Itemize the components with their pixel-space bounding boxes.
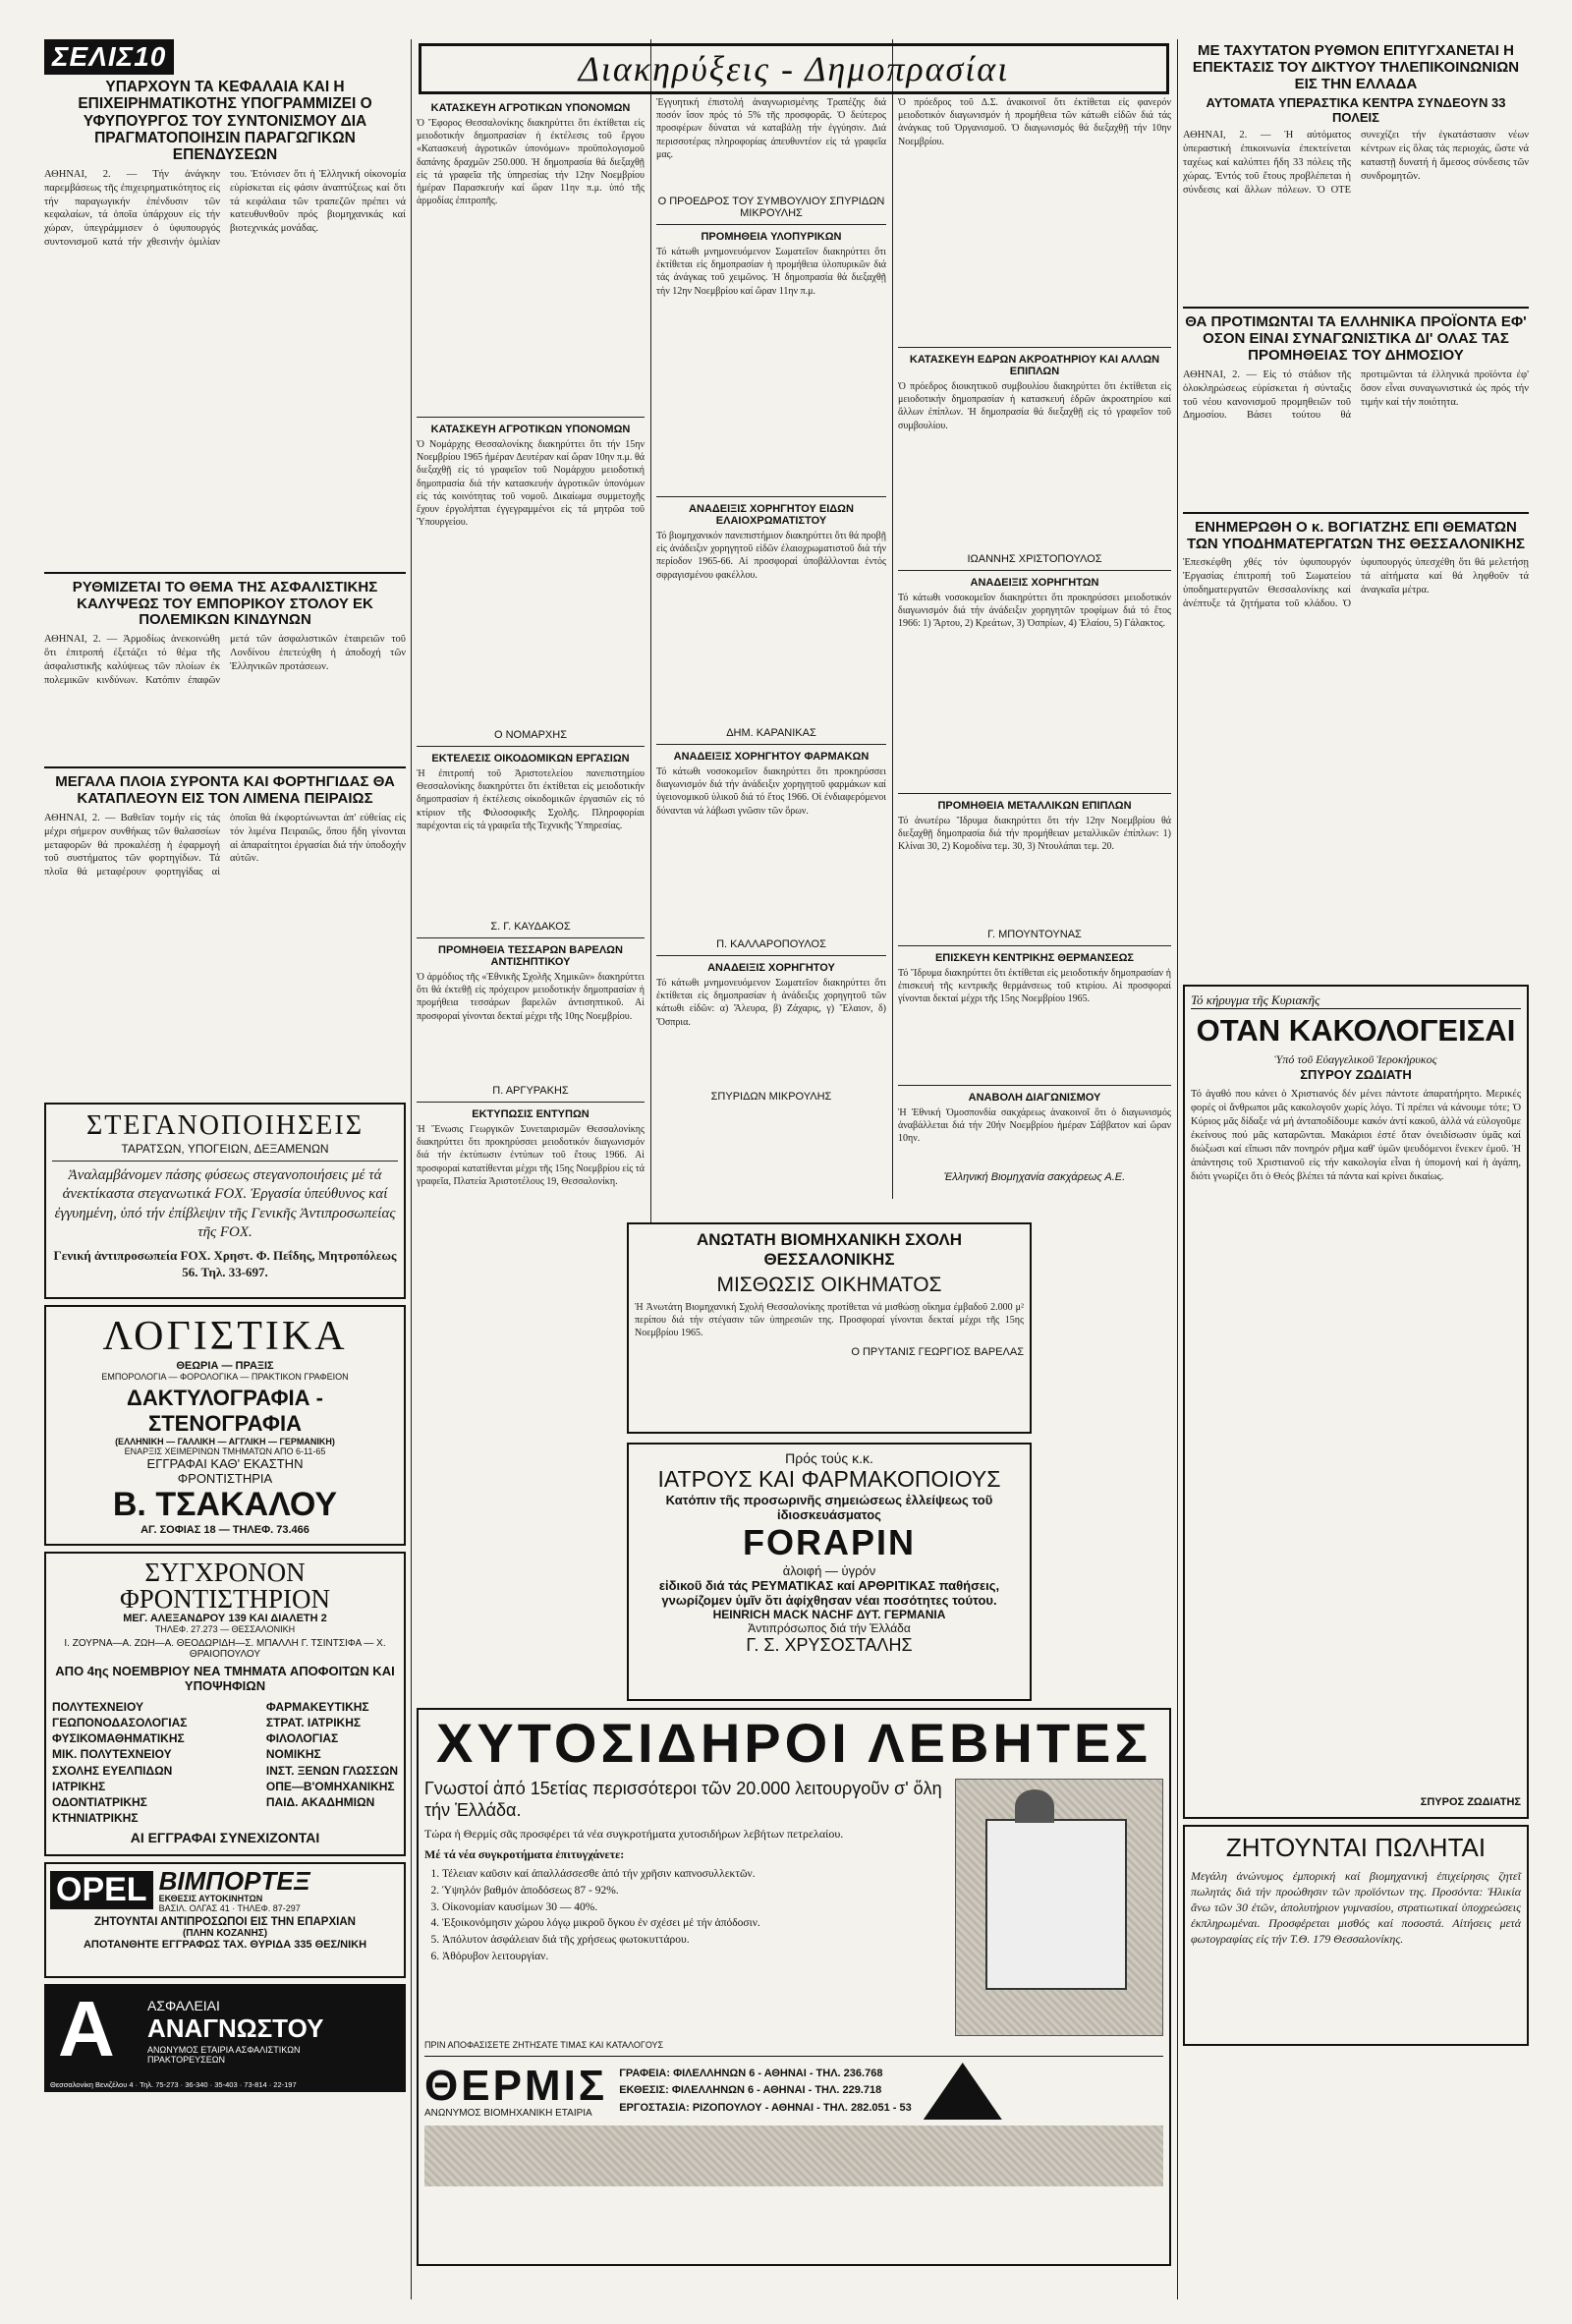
ad-tutoring-list-left	[52, 1699, 187, 1827]
notice-body: Ὁ ἀρμόδιος τῆς «Ἐθνικῆς Σχολῆς Χημικῶν» διακηρύττει ὅτι θά ἐκτεθῇ εἰς πρόχειρον μειοδοτικήν δημοπρασίαν ἡ προμήθεια τεσσάρων βαρελῶν ἀντισηπτικοῦ. Αἱ προσφοραί γίνονται δεκταί μέχρι τῆς 10ης Νοεμβρίου.	[417, 972, 645, 1022]
headline-investment: ΥΠΑΡΧΟΥΝ ΤΑ ΚΕΦΑΛΑΙΑ ΚΑΙ Η ΕΠΙΧΕΙΡΗΜΑΤΙΚΟΤΗΣ ΥΠΟΓΡΑΜΜΙΖΕΙ Ο ΥΦΥΠΟΥΡΓΟΣ ΤΟΥ ΣΥΝΤΟΝΙΣΜΟΥ ΔΙΑ ΠΡΑΓΜΑΤΟΠΟΙΗΣΙΝ ΠΑΡΑΓΩΓΙΚΩΝ ΕΠΕΝΔΥΣΕΩΝ	[78, 79, 372, 164]
ad-forapin-maker: HEINRICH MACK NACHF ΔΥΤ. ΓΕΡΜΑΝΙΑ	[712, 1608, 946, 1621]
notice-body: Τό κάτωθι νοσοκομεῖον διακηρύττει ὅτι προκηρύσσει διαγωνισμόν διά τήν ἀνάδειξιν χορηγητοῦ φαρμάκων καί ὑγειονομικοῦ ὑλικοῦ διά τό ἔτος 1966. Οἱ ἐνδιαφερόμενοι δύνανται νά λάβωσι γνῶσιν τῶν ὅρων.	[656, 766, 886, 817]
notice-body: Ἐγγυητική ἐπιστολή ἀναγνωρισμένης Τραπέζης διά ποσόν ἴσον πρός τό 5% τῆς προσφορᾶς. Ὁ δεύτερος προσφέρων δύναται νά καταβάλῃ τήν ἐγγύησιν. Διά περισσοτέρας πληροφορίας ἀπευθυντέον εἰς τά γραφεῖα μας.	[656, 97, 886, 160]
notice-signature: Π. ΚΑΛΛΑΡΟΠΟΥΛΟΣ	[716, 938, 826, 950]
ad-tutoring-teachers: Ι. ΖΟΥΡΝΑ—Α. ΖΩΗ—Α. ΘΕΟΔΩΡΙΔΗ—Σ. ΜΠΑΛΛΗ Γ. ΤΣΙΝΤΣΙΦΑ — Χ. ΘΡΑΙΟΠΟΥΛΟΥ	[64, 1637, 386, 1660]
thermis-points-item: 4. Ἐξοικονόμησιν χώρου λόγῳ μικροῦ ὄγκου ἐν σχέσει μέ τήν ἀπόδοσιν.	[442, 1915, 945, 1932]
ad-opel-line: ΖΗΤΟΥΝΤΑΙ ΑΝΤΙΠΡΟΣΩΠΟΙ ΕΙΣ ΤΗΝ ΕΠΑΡΧΙΑΝ	[94, 1915, 356, 1928]
ad-forapin-name: Γ. Σ. ΧΡΥΣΟΣΤΑΛΗΣ	[746, 1635, 913, 1655]
boiler-image	[955, 1779, 1163, 2036]
ad3-left-item: ΣΧΟΛΗΣ ΕΥΕΛΠΙΔΩΝ	[52, 1763, 173, 1778]
ad-tutoring-date: ΑΠΟ 4ης ΝΟΕΜΒΡΙΟΥ ΝΕΑ ΤΜΗΜΑΤΑ ΑΠΟΦΟΙΤΩΝ ΚΑΙ ΥΠΟΨΗΦΙΩΝ	[55, 1663, 395, 1693]
thermis-points-item: 3. Οἰκονομίαν καυσίμων 30 — 40%.	[442, 1899, 945, 1916]
article-telecom: ΑΘΗΝΑΙ, 2. — Ἡ αὐτόματος ὑπεραστική ἐπικοινωνία ἐπεκτείνεται ταχέως καί καλύπτει ἤδη 33 πόλεις τῆς χώρας. Ἐντός τοῦ ἔτους προβλέπεται ἡ σύνδεσις καί ἄλλων πόλεων. Ὁ ΟΤΕ συνεχίζει τήν ἐγκατάστασιν νέων κέντρων εἰς ὅλας τάς περιοχάς, ὥστε νά καταστῇ δυνατή ἡ ἄμεσος σύνδεσις τῶν συνδρομητῶν.	[1183, 130, 1529, 196]
notice-signature: ΔΗΜ. ΚΑΡΑΝΙΚΑΣ	[726, 727, 816, 739]
notice-title: ΑΝΑΔΕΙΞΙΣ ΧΟΡΗΓΗΤΟΥ ΦΑΡΜΑΚΩΝ	[673, 751, 870, 763]
ad-accounting-line: ΕΝΑΡΞΙΣ ΧΕΙΜΕΡΙΝΩΝ ΤΜΗΜΑΤΩΝ ΑΠΟ 6-11-65	[124, 1445, 326, 1456]
ad-thermis-boilers	[417, 1708, 1171, 2266]
sermon-byline: Ὑπό τοῦ Εὐαγγελικοῦ Ἱεροκήρυκος	[1274, 1052, 1437, 1067]
ad3-right-item: ΣΤΡΑΤ. ΙΑΤΡΙΚΗΣ	[265, 1715, 362, 1729]
ad-tutoring-list-right	[266, 1699, 398, 1827]
column-rule	[892, 39, 893, 1199]
ad-thermis-address: ΕΚΘΕΣΙΣ: ΦΙΛΕΛΛΗΝΩΝ 6 - ΑΘΗΝΑΙ - ΤΗΛ. 229.718	[619, 2084, 882, 2097]
ad-school-subtitle: ΜΙΣΘΩΣΙΣ ΟΙΚΗΜΑΤΟΣ	[716, 1274, 942, 1296]
sermon-signature: ΣΠΥΡΟΣ ΖΩΔΙΑΤΗΣ	[1420, 1796, 1521, 1809]
notice-body: Τό κάτωθι μνημονευόμενον Σωματεῖον διακηρύττει ὅτι ἐκτίθεται εἰς δημοπρασίαν ἡ ἀνάδειξις χορηγητοῦ τῶν κάτωθι εἰδῶν: α) Ἄλευρα, β) Ζάχαρις, γ) Ἔλαιον, δ) Ὄσπρια.	[656, 978, 886, 1028]
notice-title: ΠΡΟΜΗΘΕΙΑ ΜΕΤΑΛΛΙΚΩΝ ΕΠΙΠΛΩΝ	[937, 800, 1132, 812]
notice-body: Ὁ Νομάρχης Θεσσαλονίκης διακηρύττει ὅτι τήν 15ην Νοεμβρίου 1965 ἡμέραν Δευτέραν καί ὥραν 10ην π.μ. θά διεξαχθῇ εἰς τό γραφεῖον τοῦ Νομάρχου μειοδοτική δημοπρασία διά τήν κατασκευήν ἀγροτικῶν ὑπονόμων εἰς τάς κοινότητας τοῦ νομοῦ. Δικαίωμα συμμετοχῆς ἔχουν ἐργολήπται ἐγγεγραμμένοι εἰς τά μητρῶα τοῦ Ὑπουργείου.	[417, 439, 645, 529]
ad-typing-title: ΔΑΚΤΥΛΟΓΡΑΦΙΑ - ΣΤΕΝΟΓΡΑΦΙΑ	[127, 1385, 323, 1436]
headline-shoemakers: ΕΝΗΜΕΡΩΘΗ Ο κ. ΒΟΓΙΑΤΖΗΣ ΕΠΙ ΘΕΜΑΤΩΝ ΤΩΝ ΥΠΟΔΗΜΑΤΕΡΓΑΤΩΝ ΤΗΣ ΘΕΣΣΑΛΟΝΙΚΗΣ	[1186, 518, 1526, 552]
notice-title: ΑΝΑΔΕΙΞΙΣ ΧΟΡΗΓΗΤΟΥ ΕΙΔΩΝ ΕΛΑΙΟΧΡΩΜΑΤΙΣΤΟΥ	[689, 503, 854, 527]
ad-thermis-address: ΓΡΑΦΕΙΑ: ΦΙΛΕΛΛΗΝΩΝ 6 - ΑΘΗΝΑΙ - ΤΗΛ. 236.768	[619, 2067, 883, 2079]
ad3-right-item: ΟΠΕ—Β'ΟΜΗΧΑΝΙΚΗΣ	[265, 1779, 395, 1793]
ad3-left-item: ΚΤΗΝΙΑΤΡΙΚΗΣ	[52, 1811, 139, 1826]
ad-forapin-title: ΙΑΤΡΟΥΣ ΚΑΙ ΦΑΡΜΑΚΟΠΟΙΟΥΣ	[657, 1466, 1001, 1492]
masthead-label: ΣΕΛΙΣ10	[44, 39, 174, 75]
ad-opel-dealer: ΒΙΜΠΟΡΤΕΞ	[158, 1865, 310, 1896]
ad-insurance-sub: ΑΝΩΝΥΜΟΣ ΕΤΑΙΡΙΑ ΑΣΦΑΛΙΣΤΙΚΩΝ ΠΡΑΚΤΟΡΕΥΣΕΩΝ	[147, 2044, 301, 2065]
notice-signature: Π. ΑΡΓΥΡΑΚΗΣ	[492, 1085, 569, 1097]
sermon-box	[1183, 985, 1529, 1819]
thermis-points-item: 1. Τέλειαν καῦσιν καί ἀπαλλάσσεσθε ἀπό τήν χρῆσιν καπνοσυλλεκτῶν.	[442, 1866, 945, 1883]
ad-salesmen-title: ΖΗΤΟΥΝΤΑΙ ΠΩΛΗΤΑΙ	[1225, 1833, 1487, 1863]
headline-insurance: ΡΥΘΜΙΖΕΤΑΙ ΤΟ ΘΕΜΑ ΤΗΣ ΑΣΦΑΛΙΣΤΙΚΗΣ ΚΑΛΥΨΕΩΣ ΤΟΥ ΕΜΠΟΡΙΚΟΥ ΣΤΟΛΟΥ ΕΚ ΠΟΛΕΜΙΚΩΝ ΚΙΝΔΥΝΩΝ	[72, 578, 378, 629]
ad3-left-item: ΙΑΤΡΙΚΗΣ	[52, 1779, 106, 1793]
ad-opel-line: (ΠΛΗΝ ΚΟΖΑΝΗΣ)	[182, 1927, 268, 1939]
ad-thermis-brand: ΘΕΡΜΙΣ	[424, 2061, 608, 2110]
notice-title: ΕΚΤΕΛΕΣΙΣ ΟΙΚΟΔΟΜΙΚΩΝ ΕΡΓΑΣΙΩΝ	[431, 753, 630, 765]
notice-signature: Ο ΠΡΟΕΔΡΟΣ ΤΟΥ ΣΥΜΒΟΥΛΙΟΥ ΣΠΥΡΙΔΩΝ ΜΙΚΡΟΥΛΗΣ	[657, 196, 885, 219]
ad-waterproofing-title: ΣΤΕΓΑΝΟΠΟΙΗΣΕΙΣ	[85, 1109, 365, 1141]
column-rule	[650, 39, 651, 1297]
ad-forapin-to: Πρός τούς κ.κ.	[785, 1450, 873, 1466]
ad-insurance-title: ΑΣΦΑΛΕΙΑΙ	[147, 1997, 220, 2013]
ad3-left-item: ΓΕΩΠΟΝΟΔΑΣΟΛΟΓΙΑΣ	[52, 1715, 188, 1729]
column-right	[1183, 39, 1529, 2299]
notice-title: ΕΚΤΥΠΩΣΙΣ ΕΝΤΥΠΩΝ	[472, 1108, 590, 1120]
notice-body: Ἡ ἐπιτροπή τοῦ Ἀριστοτελείου πανεπιστημίου Θεσσαλονίκης διακηρύττει ὅτι ἐκτίθεται εἰς μειοδοτικήν δημοπρασίαν ἡ ἐκτέλεσις οἰκοδομικῶν ἐργασιῶν εἰς τό κτίριον τῆς Φιλοσοφικῆς Σχολῆς. Πληροφορίαι παρέχονται εἰς τά γραφεῖα τῆς Τεχνικῆς Ὑπηρεσίας.	[417, 768, 645, 831]
ad3-right-item: ΝΟΜΙΚΗΣ	[265, 1747, 321, 1762]
ad-accounting-line: ΕΓΓΡΑΦΑΙ ΚΑΘ' ΕΚΑΣΤΗΝ	[146, 1455, 304, 1471]
notice-signature: ΙΩΑΝΝΗΣ ΧΡΙΣΤΟΠΟΥΛΟΣ	[967, 553, 1102, 565]
notice-title: ΚΑΤΑΣΚΕΥΗ ΑΓΡΟΤΙΚΩΝ ΥΠΟΝΟΜΩΝ	[430, 102, 631, 114]
notice-body: Τό Ἵδρυμα διακηρύττει ὅτι ἐκτίθεται εἰς μειοδοτικήν δημοπρασίαν ἡ ἐπισκευή τῆς κεντρικῆς θερμάνσεως τοῦ κτιρίου. Αἱ προσφοραί γίνονται δεκταί μέχρι τῆς 15ης Νοεμβρίου 1965.	[898, 968, 1171, 1005]
ad-tutoring-address: ΜΕΓ. ΑΛΕΞΑΝΔΡΟΥ 139 ΚΑΙ ΔΙΑΛΕΤΗ 2	[123, 1612, 327, 1624]
ad-accounting-line: (ΕΛΛΗΝΙΚΗ — ΓΑΛΛΙΚΗ — ΑΓΓΛΙΚΗ — ΓΕΡΜΑΝΙΚΗ)	[115, 1436, 335, 1446]
ad-accounting-title: ΛΟΓΙΣΤΙΚΑ	[102, 1313, 348, 1359]
sermon-label: Τό κήρυγμα τῆς Κυριακῆς	[1191, 992, 1521, 1009]
sermon-author: ΣΠΥΡΟΥ ΖΩΔΙΑΤΗ	[1300, 1067, 1412, 1083]
ad-thermis-company: ΑΝΩΝΥΜΟΣ ΒΙΟΜΗΧΑΝΙΚΗ ΕΤΑΙΡΙΑ	[424, 2107, 592, 2119]
article-ships: ΑΘΗΝΑΙ, 2. — Βαθεῖαν τομήν εἰς τάς μέχρι σήμερον συνθήκας τῶν θαλασσίων μεταφορῶν θά προκαλέσῃ ἡ ἐφαρμογή τοῦ συστήματος τῶν φορτηγίδων. Τά πλοῖα θά μεταφέρουν φορτηγίδας αἱ ὁποῖαι θά ἐκφορτώνωνται ἀπ' εὐθείας εἰς τόν λιμένα Πειραιῶς, ὅπου ἤδη γίνονται αἱ ἀπαραίτητοι ἐργασίαι διά τήν ὑποδοχήν αὐτῶν.	[44, 812, 406, 879]
ad-opel-logo: OPEL	[50, 1871, 153, 1909]
column-notices-3	[898, 96, 1171, 1256]
ad-tutoring-footer: ΑΙ ΕΓΓΡΑΦΑΙ ΣΥΝΕΧΙΖΟΝΤΑΙ	[130, 1830, 320, 1846]
notice-body: Τό ἀνωτέρω Ἵδρυμα διακηρύττει ὅτι τήν 12ην Νοεμβρίου θά διεξαχθῇ δημοπρασία διά τήν προμήθειαν μεταλλικῶν ἐπίπλων: 1) Κλίναι 30, 2) Κομοδίνα τεμ. 30, 3) Ντουλάπαι τεμ. 20.	[898, 816, 1171, 853]
ad-forapin-brand: FORAPIN	[743, 1522, 916, 1562]
thermis-points-item: 6. Ἀθόρυβον λειτουργίαν.	[442, 1949, 945, 1965]
ad-school-signature: Ο ΠΡΥΤΑΝΙΣ ΓΕΩΡΓΙΟΣ ΒΑΡΕΛΑΣ	[851, 1345, 1024, 1358]
article-shoemakers: Ἐπεσκέφθη χθές τόν ὑφυπουργόν Ἐργασίας ἐπιτροπή τοῦ Σωματείου ὑποδηματεργατῶν Θεσσαλονίκης καί ἀνέπτυξε τά ζητήματα τοῦ κλάδου. Ὁ ὑφυπουργός ὑπεσχέθη ὅτι θά μελετήσῃ τά αἰτήματα καί θά ληφθοῦν τά ἀναγκαῖα μέτρα.	[1183, 557, 1529, 610]
ad-industrial-school	[627, 1222, 1032, 1434]
notice-body: Τό βιομηχανικόν πανεπιστήμιον διακηρύττει ὅτι θά προβῇ εἰς ἀνάδειξιν χορηγητοῦ εἰδῶν ἐλαιοχρωματιστοῦ διά τήν περίοδον 1965-66. Αἱ προσφοραί ὑποβάλλονται ἐντός σφραγισμένου φακέλλου.	[656, 531, 886, 581]
column-rule	[1177, 39, 1178, 2299]
ad-school-body: Ἡ Ἀνωτάτη Βιομηχανική Σχολή Θεσσαλονίκης προτίθεται νά μισθώσῃ οἴκημα ἐμβαδοῦ 2.000 μ² περίπου διά τήν στέγασιν τῶν ὑπηρεσιῶν της. Προσφοραί γίνονται δεκταί μέχρι τῆς 15ης Νοεμβρίου 1965.	[635, 1302, 1024, 1339]
ad-salesmen-body: Μεγάλη ἀνώνυμος ἐμπορική καί βιομηχανική ἐπιχείρησις ζητεῖ πωλητάς διά τήν προώθησιν τῶν προϊόντων της. Προσόντα: Ἡλικία ἄνω τῶν 30 ἐτῶν, ἀπολυτήριον γυμνασίου, στρατιωτικαί ὑποχρεώσεις ἐκπληρωμέναι. Προσφέρεται μισθός καί ποσοστά. Αἰτήσεις μετά φωτογραφίας εἰς τήν Τ.Θ. 179 Θεσσαλονίκης.	[1191, 1869, 1521, 1946]
column-notices-2	[656, 96, 886, 1256]
ad-salesmen-wanted	[1183, 1825, 1529, 2046]
ad3-right-item: ΙΝΣΤ. ΞΕΝΩΝ ΓΛΩΣΣΩΝ	[265, 1763, 398, 1778]
ad-opel	[44, 1862, 406, 1978]
headline-ships: ΜΕΓΑΛΑ ΠΛΟΙΑ ΣΥΡΟΝΤΑ ΚΑΙ ΦΟΡΤΗΓΙΔΑΣ ΘΑ ΚΑΤΑΠΛΕΟΥΝ ΕΙΣ ΤΟΝ ΛΙΜΕΝΑ ΠΕΙΡΑΙΩΣ	[55, 773, 395, 807]
ad-accounting-line: ΕΜΠΟΡΟΛΟΓΙΑ — ΦΟΡΟΛΟΓΙΚΑ — ΠΡΑΚΤΙΚΟΝ ΓΡΑΦΕΙΟΝ	[101, 1371, 349, 1382]
ad-thermis-line: Γνωστοί ἀπό 15ετίας περισσότεροι τῶν 20.000 λειτουργοῦν σ' ὅλη τήν Ἑλλάδα.	[424, 1779, 942, 1820]
notice-title: ΠΡΟΜΗΘΕΙΑ ΥΛΟΠΥΡΙΚΩΝ	[701, 231, 842, 243]
ad-tutoring-title: ΣΥΓΧΡΟΝΟΝ ΦΡΟΝΤΙΣΤΗΡΙΟΝ	[120, 1557, 330, 1614]
ad-accounting-line: ΦΡΟΝΤΙΣΤΗΡΙΑ	[177, 1470, 273, 1486]
article-insurance: ΑΘΗΝΑΙ, 2. — Ἀρμοδίως ἀνεκοινώθη ὅτι ἐπιτροπή ἐξετάζει τό θέμα τῆς ἀσφαλιστικῆς καλύψεως τῶν πλοίων ἐκ πολεμικῶν κινδύνων. Κατόπιν ἐπαφῶν μετά τῶν ἀσφαλιστικῶν ἑταιρειῶν τοῦ Λονδίνου ἐπετεύχθη ἡ ἀποδοχή τῶν Ἑλληνικῶν προτάσεων.	[44, 634, 406, 686]
ad3-right-item: ΦΑΡΜΑΚΕΥΤΙΚΗΣ	[265, 1699, 369, 1714]
ad-accounting-address: ΑΓ. ΣΟΦΙΑΣ 18 — ΤΗΛΕΦ. 73.466	[140, 1523, 309, 1536]
sermon-title: ΟΤΑΝ ΚΑΚΟΛΟΓΕΙΣΑΙ	[1196, 1013, 1516, 1049]
ad-school-title: ΑΝΩΤΑΤΗ ΒΙΟΜΗΧΑΝΙΚΗ ΣΧΟΛΗ ΘΕΣΣΑΛΟΝΙΚΗΣ	[696, 1230, 963, 1269]
ad-opel-sub: ΕΚΘΕΣΙΣ ΑΥΤΟΚΙΝΗΤΩΝ	[158, 1893, 263, 1903]
column-left	[44, 39, 406, 2299]
ad-forapin-line: εἰδικοῦ διά τάς ΡΕΥΜΑΤΙΚΑΣ καί ΑΡΘΡΙΤΙΚΑΣ παθήσεις, γνωρίζομεν ὑμῖν ὅτι ἀφίχθησαν νέαι ποσότητες τούτου.	[658, 1578, 1000, 1608]
ad3-right-item: ΦΙΛΟΛΟΓΙΑΣ	[265, 1731, 339, 1746]
ad3-right-item: ΠΑΙΔ. ΑΚΑΔΗΜΙΩΝ	[265, 1794, 375, 1809]
ad-waterproofing-body: Ἀναλαμβάνομεν πάσης φύσεως στεγανοποιήσεις μέ τά ἀνεκτίκαστα στεγανωτικά FOX. Ἐργασία ὑπεύθυνος καί ἐγγυημένη, ὑπό τήν ἐπίβλεψιν τῆς Γενικῆς Ἀντιπροσωπείας τῆς FOX.	[54, 1166, 396, 1241]
ad-forapin	[627, 1443, 1032, 1701]
thermis-points-item: 2. Ὑψηλόν βαθμόν ἀποδόσεως 87 - 92%.	[442, 1883, 945, 1899]
notice-body: Ὁ πρόεδρος τοῦ Δ.Σ. ἀνακοινοῖ ὅτι ἐκτίθεται εἰς φανερόν μειοδοτικόν διαγωνισμόν ἡ προμήθεια τῶν κάτωθι εἰδῶν διά τάς ἀνάγκας τοῦ Ὀργανισμοῦ. Ὁ διαγωνισμός θά διεξαχθῇ τήν 10ην Νοεμβρίου.	[898, 97, 1171, 147]
ad-opel-line: ΑΠΟΤΑΝΘΗΤΕ ΕΓΓΡΑΦΩΣ ΤΑΧ. ΘΥΡΙΔΑ 335 ΘΕΣ/ΝΙΚΗ	[83, 1938, 367, 1951]
notice-title: ΑΝΑΔΕΙΞΙΣ ΧΟΡΗΓΗΤΟΥ	[707, 962, 835, 974]
sermon-body: Τό ἀγαθό που κάνει ὁ Χριστιανός δέν μένει πάντοτε ἀπαρατήρητο. Μερικές φορές οἱ ἄνθρωποι μᾶς κακολογοῦν χωρίς λόγο. Τί πρέπει νά κάνουμε τότε; Ὁ Κύριος μᾶς δίδαξε νά μή ἀνταποδίδουμε κακόν ἀντί κακοῦ, ἀλλά νά εὐλογοῦμε ἐκείνους πού μᾶς καταρῶνται. Μακάριοι ἐστέ ὅταν ὀνειδίσωσιν ὑμᾶς καί διώξωσι καί εἴπωσι πᾶν πονηρόν ρῆμα καθ' ὑμῶν ψευδόμενοι ἕνεκεν ἐμοῦ. Ἡ ἀπάντησις τοῦ Χριστιανοῦ εἰς τήν κακολογία εἶναι ἡ ὑπομονή καί ἡ ἀγάπη, διότι γνωρίζει ὅτι ὁ Θεός βλέπει τά πάντα καί κρίνει δικαίως.	[1191, 1089, 1521, 1182]
headline-greek-products: ΘΑ ΠΡΟΤΙΜΩΝΤΑΙ ΤΑ ΕΛΛΗΝΙΚΑ ΠΡΟΪΟΝΤΑ ΕΦ' ΟΣΟΝ ΕΙΝΑΙ ΣΥΝΑΓΩΝΙΣΤΙΚΑ ΔΙ' ΟΛΑΣ ΤΑΣ ΠΡΟΜΗΘΕΙΑΣ ΤΟΥ ΔΗΜΟΣΙΟΥ	[1185, 313, 1527, 365]
notice-body: Ὁ πρόεδρος διοικητικοῦ συμβουλίου διακηρύττει ὅτι ἐκτίθεται εἰς μειοδοτικήν δημοπρασίαν ἡ κατασκευή ἑδρῶν ἀκροατηρίου καί ἄλλων ἐπίπλων. Ἡ δημοπρασία θά διεξαχθῇ εἰς τό γραφεῖον τοῦ συμβουλίου.	[898, 381, 1171, 431]
factory-image	[424, 2126, 1163, 2186]
banner-auctions	[419, 43, 1169, 94]
ad-forapin-line: Κατόπιν τῆς προσωρινῆς σημειώσεως ἐλλείψεως τοῦ ἰδιοσκευάσματος	[665, 1493, 993, 1522]
notice-signature: Γ. ΜΠΟΥΝΤΟΥΝΑΣ	[987, 929, 1082, 940]
notice-body: Τό κάτωθι μνημονευόμενον Σωματεῖον διακηρύττει ὅτι ἐκτίθεται εἰς δημοπρασίαν ἡ προμήθεια ὑλοπυρικῶν διά τάς ἀνάγκας τοῦ χειμῶνος. Ἡ δημοπρασία θά διεξαχθῇ τήν 12ην Νοεμβρίου καί ὥραν 11ην π.μ.	[656, 247, 886, 297]
ad-forapin-rep: Ἀντιπρόσωπος διά τήν Ἑλλάδα	[748, 1621, 911, 1635]
notice-title: ΕΠΙΣΚΕΥΗ ΚΕΝΤΡΙΚΗΣ ΘΕΡΜΑΝΣΕΩΣ	[934, 952, 1135, 964]
notice-body: Ἡ Ἕνωσις Γεωργικῶν Συνεταιρισμῶν Θεσσαλονίκης διακηρύττει ὅτι προκηρύσσει μειοδοτικόν διαγωνισμόν διά τήν ἐκτύπωσιν ἐντύπων τοῦ ἔτους 1966. Αἱ προσφοραί κατατίθενται μέχρι τῆς 15ης Νοεμβρίου εἰς τά γραφεῖα, Πλατεία Ἀριστοτέλους 19, Θεσσαλονίκη.	[417, 1124, 645, 1187]
ad-forapin-line: ἀλοιφή — ὑγρόν	[782, 1563, 876, 1578]
ad-tutoring-school	[44, 1552, 406, 1856]
ad-accounting	[44, 1305, 406, 1546]
notice-title: ΑΝΑΔΕΙΞΙΣ ΧΟΡΗΓΗΤΩΝ	[970, 577, 1099, 589]
column-rule	[411, 39, 412, 2299]
ad-insurance-name: ΑΝΑΓΝΩΣΤΟΥ	[147, 2012, 324, 2043]
ad-thermis-title: ΧΥΤΟΣΙΔΗΡΟΙ ΛΕΒΗΤΕΣ	[435, 1712, 1151, 1774]
ad-thermis-line: Μέ τά νέα συγκροτήματα ἐπιτυγχάνετε:	[424, 1847, 625, 1862]
headline-telecom: ΜΕ ΤΑΧΥΤΑΤΟΝ ΡΥΘΜΟΝ ΕΠΙΤΥΓΧΑΝΕΤΑΙ Η ΕΠΕΚΤΑΣΙΣ ΤΟΥ ΔΙΚΤΥΟΥ ΤΗΛΕΠΙΚΟΙΝΩΝΙΩΝ ΕΙΣ ΤΗΝ ΕΛΛΑΔΑ	[1192, 42, 1520, 92]
ad-tutoring-phone: ΤΗΛΕΦ. 27.273 — ΘΕΣΣΑΛΟΝΙΚΗ	[154, 1623, 296, 1634]
ad3-left-item: ΦΥΣΙΚΟΜΑΘΗΜΑΤΙΚΗΣ	[52, 1731, 185, 1746]
ad-accounting-name: Β. ΤΣΑΚΑΛΟΥ	[112, 1485, 338, 1523]
masthead	[44, 39, 406, 75]
subheadline-telecom: ΑΥΤΟΜΑΤΑ ΥΠΕΡΑΣΤΙΚΑ ΚΕΝΤΡΑ ΣΥΝΔΕΟΥΝ 33 ΠΟΛΕΙΣ	[1206, 95, 1506, 125]
ad-thermis-address: ΕΡΓΟΣΤΑΣΙΑ: ΡΙΖΟΠΟΥΛΟΥ - ΑΘΗΝΑΙ - ΤΗΛ. 282.051 - 53	[619, 2101, 912, 2114]
ad-thermis-points	[424, 1866, 945, 1964]
thermis-points-item: 5. Ἀπόλυτον ἀσφάλειαν διά τῆς χρήσεως φωτοκυττάρου.	[442, 1932, 945, 1949]
notice-title: ΠΡΟΜΗΘΕΙΑ ΤΕΣΣΑΡΩΝ ΒΑΡΕΛΩΝ ΑΝΤΙΣΗΠΤΙΚΟΥ	[438, 944, 623, 968]
thermis-logo-icon	[924, 2063, 1002, 2120]
notice-body: Τό κάτωθι νοσοκομεῖον διακηρύττει ὅτι προκηρύσσει μειοδοτικόν διαγωνισμόν διά τήν ἀνάδειξιν χορηγητῶν τροφίμων διά τό ἔτος 1966: 1) Ἄρτου, 2) Κρεάτων, 3) Ὀσπρίων, 4) Ἐλαίου, 5) Γάλακτος.	[898, 593, 1171, 630]
ad-waterproofing-subtitle: ΤΑΡΑΤΣΩΝ, ΥΠΟΓΕΙΩΝ, ΔΕΞΑΜΕΝΩΝ	[121, 1141, 329, 1156]
ad-waterproofing-contact: Γενική ἀντιπροσωπεία FOX. Χρηστ. Φ. Πεΐδης, Μητροπόλεως 56. Τηλ. 33-697.	[53, 1247, 397, 1279]
notice-signature: Ο ΝΟΜΑΡΧΗΣ	[493, 729, 568, 741]
ad-accounting-line: ΘΕΩΡΙΑ — ΠΡΑΞΙΣ	[176, 1359, 274, 1372]
article-greek-products: ΑΘΗΝΑΙ, 2. — Εἰς τό στάδιον τῆς ὁλοκληρώσεως εὑρίσκεται ἡ σύνταξις τοῦ νέου κανονισμοῦ προμηθειῶν τοῦ Δημοσίου. Βάσει τούτου θά προτιμῶνται τά ἑλληνικά προϊόντα ἐφ' ὅσον εἶναι συναγωνιστικά ὡς πρός τήν τιμήν καί τήν ποιότητα.	[1183, 368, 1529, 422]
article-investment: ΑΘΗΝΑΙ, 2. — Τήν ἀνάγκην παρεμβάσεως τῆς ἐπιχειρηματικότητος εἰς τήν παραγωγικήν ἐπένδυσιν τῶν κεφαλαίων, τά ὁποῖα ὑπάρχουν εἰς τήν χώραν, ὑπεγράμμισεν ὁ ὑφυπουργός συντονισμοῦ κατά τήν χθεσινήν ὁμιλίαν του. Ἐτόνισεν ὅτι ἡ Ἑλληνική οἰκονομία εὑρίσκεται εἰς φάσιν ἀναπτύξεως καί ὅτι τά κεφάλαια τῶν τραπεζῶν πρέπει νά κατευθυνθοῦν πρός βιομηχανικάς καί βιοτεχνικάς μονάδας.	[44, 168, 406, 249]
column-notices-1	[417, 96, 645, 1305]
notice-signature: Ἑλληνική Βιομηχανία σακχάρεως Α.Ε.	[943, 1171, 1126, 1183]
ad-thermis-line: Τώρα ἡ Θερμίς σᾶς προσφέρει τά νέα συγκροτήματα χυτοσιδήρων λεβήτων πετρελαίου.	[424, 1827, 844, 1842]
notice-body: Ὁ Ἔφορος Θεσσαλονίκης διακηρύττει ὅτι ἐκτίθεται εἰς μειοδοτικήν δημοπρασίαν ἡ ἐκτέλεσις τοῦ ἔργου «Κατασκευή ἀγροτικῶν ὑπονόμων» προϋπολογισμοῦ δαπάνης δραχμῶν 250.000. Ἡ δημοπρασία θά διεξαχθῇ εἰς τά γραφεῖα τῆς ὑπηρεσίας τήν 12ην Νοεμβρίου ἡμέραν Παρασκευήν καί ὥραν 11ην π.μ. ὑπό τῆς ἁρμοδίας ἐπιτροπῆς.	[417, 118, 645, 207]
notice-title: ΚΑΤΑΣΚΕΥΗ ΕΔΡΩΝ ΑΚΡΟΑΤΗΡΙΟΥ ΚΑΙ ΑΛΛΩΝ ΕΠΙΠΛΩΝ	[909, 354, 1160, 377]
banner-title: Διακηρύξεις - Δημοπρασίαι	[419, 43, 1169, 94]
notice-signature: ΣΠΥΡΙΔΩΝ ΜΙΚΡΟΥΛΗΣ	[710, 1091, 832, 1103]
ad3-left-item: ΜΙΚ. ΠΟΛΥΤΕΧΝΕΙΟΥ	[52, 1747, 172, 1762]
notice-signature: Σ. Γ. ΚΑΥΔΑΚΟΣ	[490, 921, 571, 933]
ad-insurance-address: Θεσσαλονίκη Βενιζέλου 4 · Τηλ. 75-273 · 36-340 · 35-403 · 73-814 · 22-197	[50, 2079, 297, 2089]
notice-body: Ἡ Ἐθνική Ὁμοσπονδία σακχάρεως ἀνακοινοῖ ὅτι ὁ διαγωνισμός ἀναβάλλεται διά τήν 20ήν Νοεμβρίου ἡμέραν Σάββατον καί ὥραν 10ην.	[898, 1107, 1171, 1145]
ad-thermis-note: ΠΡΙΝ ΑΠΟΦΑΣΙΣΕΤΕ ΖΗΤΗΣΑΤΕ ΤΙΜΑΣ ΚΑΙ ΚΑΤΑΛΟΓΟΥΣ	[424, 2040, 664, 2050]
ad-anagnostou-insurance	[44, 1984, 406, 2092]
ad-insurance-logo: Α	[58, 1984, 115, 2072]
notice-title: ΑΝΑΒΟΛΗ ΔΙΑΓΩΝΙΣΜΟΥ	[968, 1092, 1101, 1104]
notice-title: ΚΑΤΑΣΚΕΥΗ ΑΓΡΟΤΙΚΩΝ ΥΠΟΝΟΜΩΝ	[430, 424, 631, 435]
ad3-left-item: ΟΔΟΝΤΙΑΤΡΙΚΗΣ	[52, 1794, 147, 1809]
ad-waterproofing	[44, 1103, 406, 1299]
ad-opel-address: ΒΑΣΙΛ. ΟΛΓΑΣ 41 · ΤΗΛΕΦ. 87-297	[158, 1902, 301, 1913]
ad3-left-item: ΠΟΛΥΤΕΧΝΕΙΟΥ	[52, 1699, 143, 1714]
